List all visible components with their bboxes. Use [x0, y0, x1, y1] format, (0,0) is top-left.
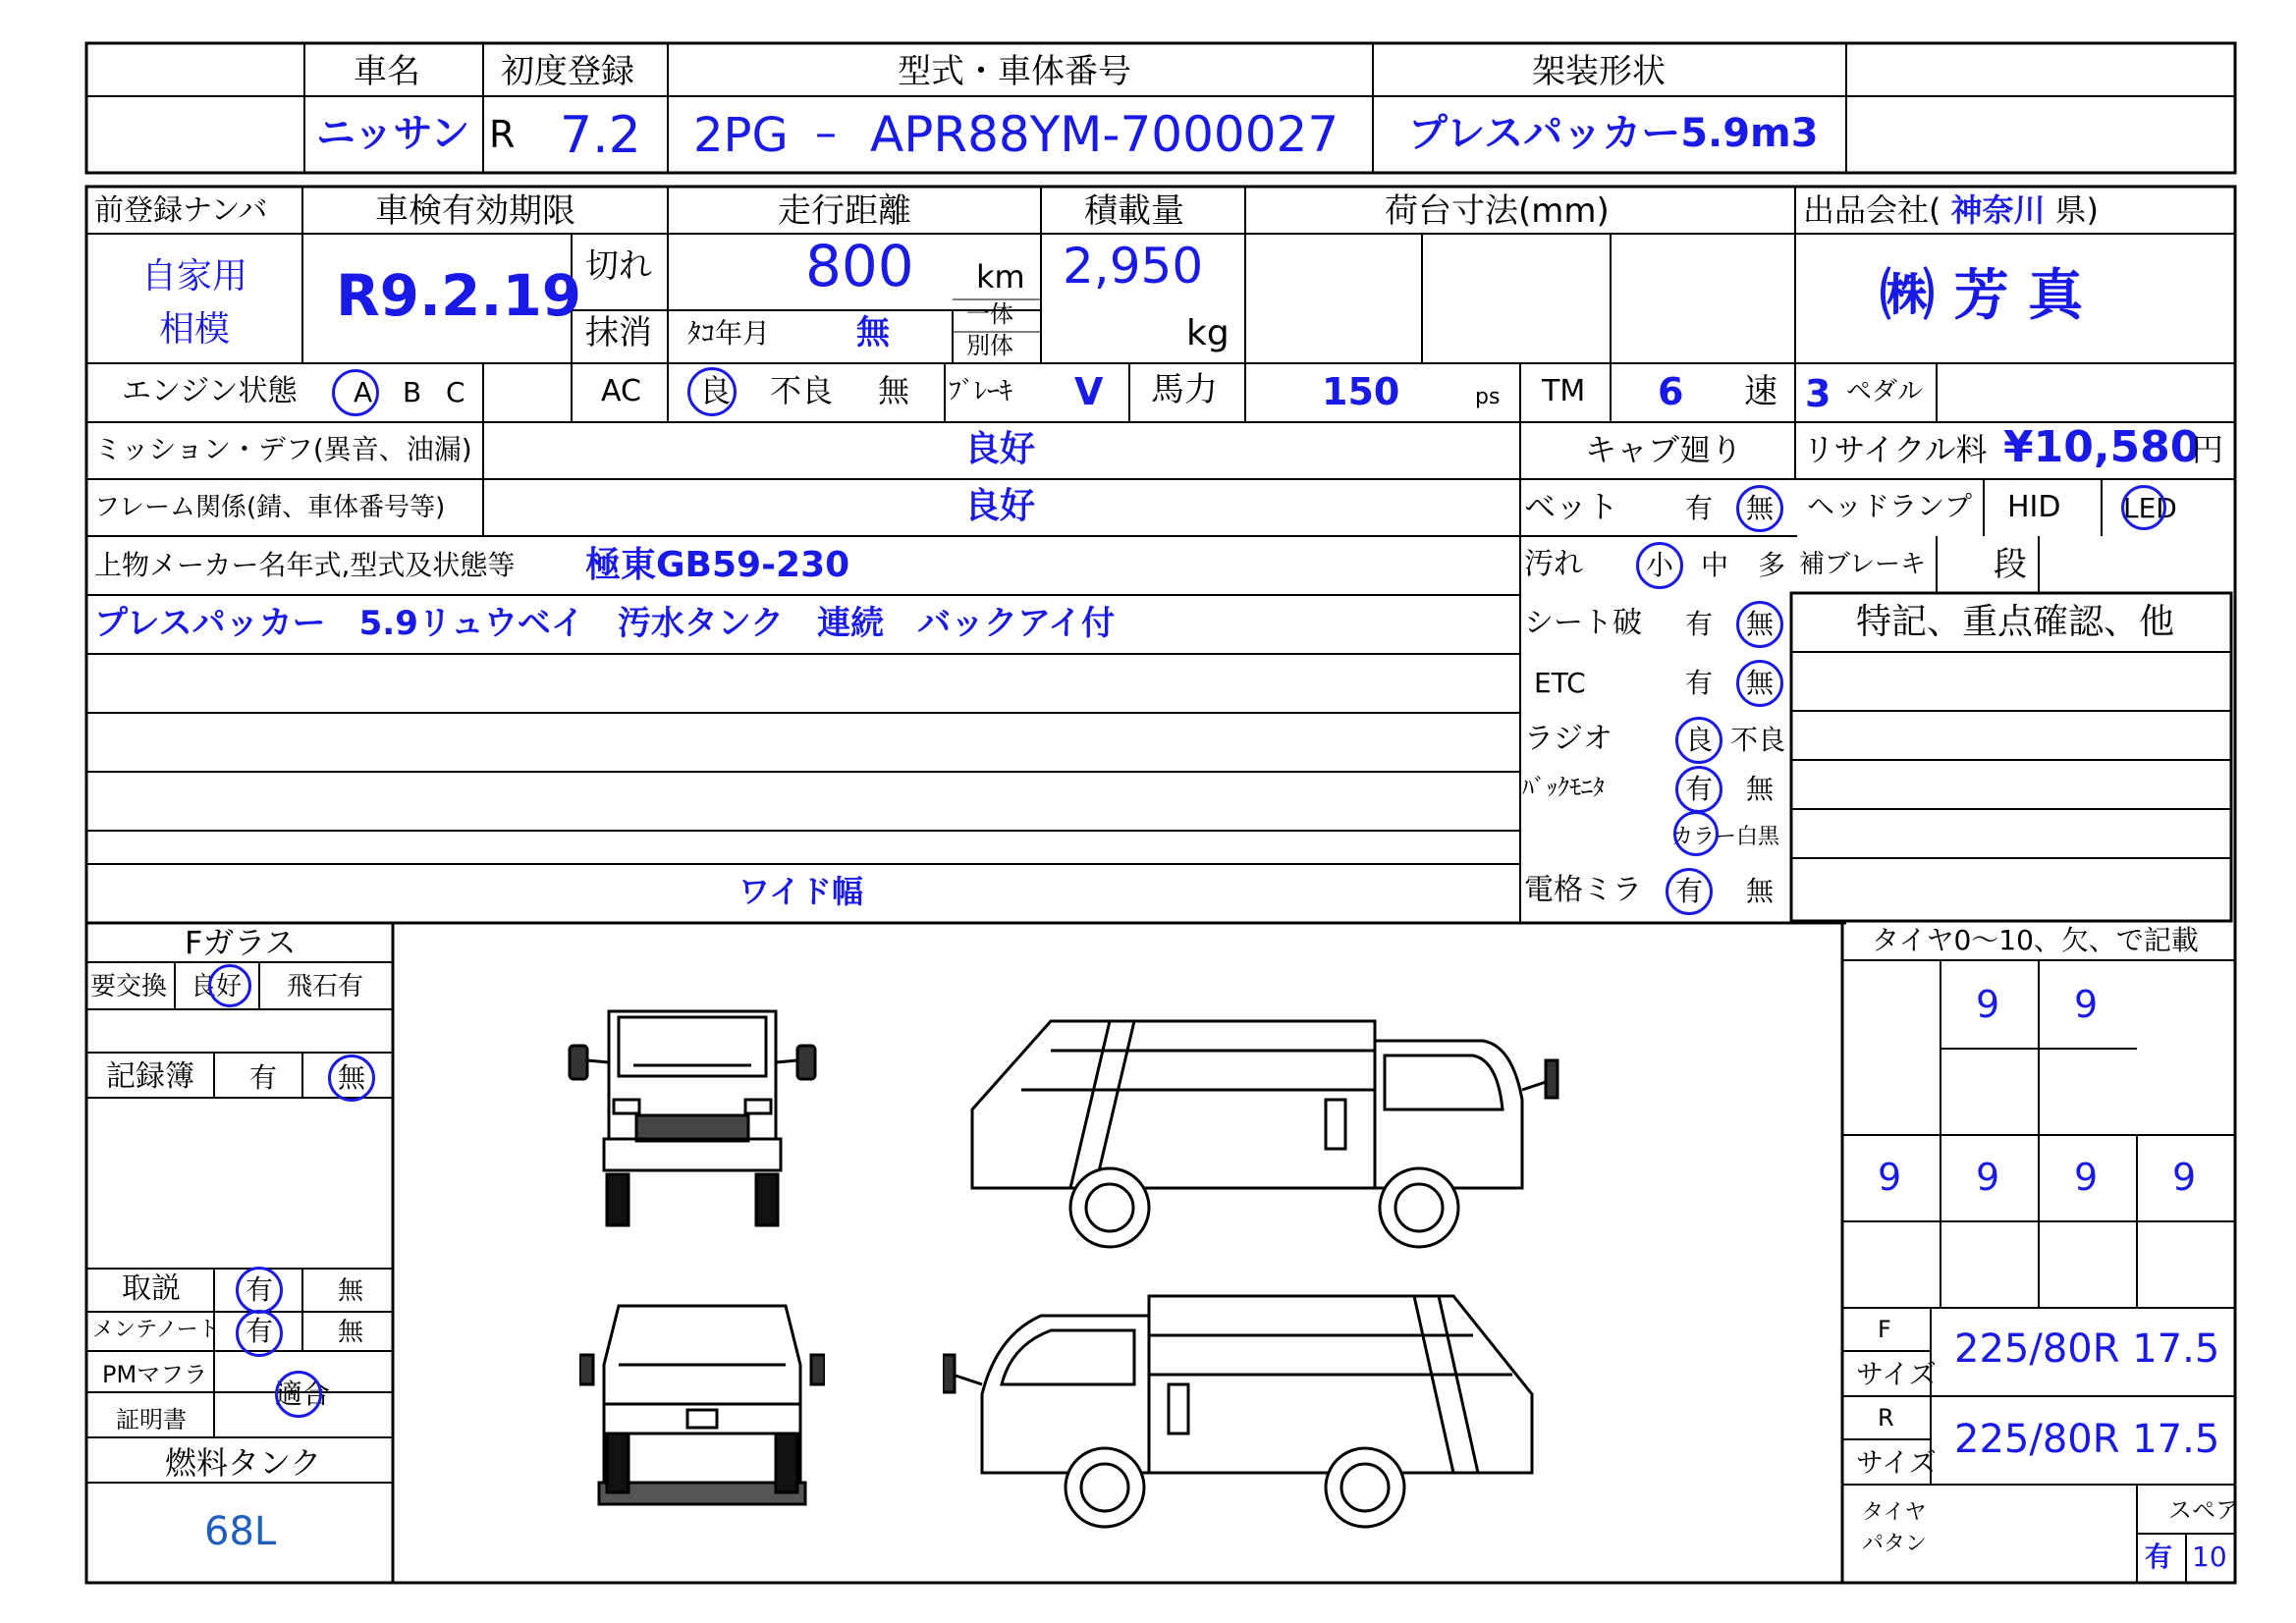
headlamp-label: ヘッドランプ	[1807, 490, 1973, 522]
cab-bed-yes: 有	[1685, 492, 1714, 524]
truck-front-view	[560, 992, 825, 1237]
upper-maker-value: 極東GB59-230	[585, 545, 850, 585]
ac-good: 良	[699, 372, 732, 409]
cab-radio-label: ラジオ	[1524, 722, 1613, 756]
pedal-label: ペダル	[1846, 377, 1924, 406]
cab-radio-bad: 不良	[1730, 724, 1786, 756]
cab-radio-good: 良	[1685, 724, 1714, 756]
cab-backmon-yes-circle	[1675, 766, 1722, 813]
body-header: 架装形状	[1532, 52, 1666, 91]
fuel-value: 68L	[204, 1509, 277, 1554]
fuel-label: 燃料タンク	[165, 1444, 322, 1482]
tire-front-right: 9	[2074, 983, 2099, 1026]
manual-no: 無	[338, 1276, 364, 1306]
record-no: 無	[338, 1061, 366, 1094]
seller-name: ㈱ 芳 真	[1880, 264, 2083, 328]
manual-yes: 有	[246, 1273, 274, 1306]
tacho-value: 無	[856, 313, 890, 352]
seller-label	[1803, 191, 2100, 229]
plate-use: 自家用	[141, 256, 248, 297]
cab-bed-label: ベット	[1524, 488, 1619, 525]
ac-label: AC	[601, 374, 641, 408]
model-header: 型式・車体番号	[898, 52, 1131, 91]
kg-unit: kg	[1186, 313, 1230, 353]
cab-mirror-label: 電格ミラ	[1524, 873, 1642, 907]
frame-label: フレーム関係(錆、車体番号等)	[94, 493, 446, 522]
remark-line-2: ワイド幅	[738, 873, 864, 910]
aux-brake-value: 段	[1994, 545, 2027, 584]
cab-seat-label: シート破	[1524, 606, 1642, 640]
cab-color-circle	[1673, 811, 1719, 856]
cab-seat-no: 無	[1746, 608, 1775, 640]
record-yes: 有	[249, 1061, 278, 1094]
first-reg-header: 初度登録	[501, 52, 634, 91]
model-code: APR88YM-7000027	[870, 106, 1339, 163]
tire-r-label: R	[1878, 1404, 1894, 1432]
brake-value: V	[1074, 370, 1104, 413]
recycle-label: リサイクル料	[1803, 431, 1988, 468]
headlamp-led: LED	[2123, 492, 2177, 524]
separate-label: 別体	[966, 332, 1013, 359]
cab-dirt-small: 小	[1646, 549, 1674, 581]
tire-rear-1: 9	[1878, 1156, 1902, 1199]
expired-label: 切れ	[585, 246, 652, 286]
cab-color: カラー	[1671, 825, 1737, 849]
body-type: プレスパッカー5.9m3	[1408, 111, 1819, 156]
manual-label: 取説	[122, 1271, 181, 1306]
spare-label: スペア	[2168, 1496, 2239, 1524]
cab-mirror-no: 無	[1746, 875, 1775, 907]
maint-yes: 有	[246, 1315, 274, 1347]
first-reg-value: 7.2	[560, 106, 641, 165]
glass-chip: 飛石有	[287, 972, 364, 1001]
bed-size-label: 荷台寸法(mm)	[1385, 191, 1610, 231]
cab-seat-no-circle	[1736, 601, 1783, 648]
engine-label: エンジン状態	[122, 374, 298, 408]
cab-etc-no-circle	[1736, 660, 1783, 707]
cab-bed-no: 無	[1746, 492, 1775, 524]
engine-grade-circle	[332, 369, 379, 416]
model-prefix: 2PG	[693, 108, 789, 163]
recycle-value: ¥10,580	[2003, 422, 2201, 472]
maint-label: メンテノート	[92, 1318, 220, 1342]
load-label: 積載量	[1084, 191, 1184, 231]
recycle-unit: 円	[2192, 431, 2224, 468]
pm-value-circle	[275, 1371, 322, 1418]
seller-label-suffix: 県)	[2054, 191, 2100, 229]
tire-front-size: 225/80R 17.5	[1954, 1326, 2220, 1372]
tm-unit: 速	[1744, 372, 1777, 411]
cab-backmon-label: ﾊﾞｯｸﾓﾆﾀ	[1522, 774, 1605, 801]
load-value: 2,950	[1063, 238, 1204, 295]
tire-f-label: F	[1878, 1316, 1891, 1343]
seller-prefecture: 神奈川	[1950, 191, 2046, 229]
tire-rear-size: 225/80R 17.5	[1954, 1417, 2220, 1462]
tm-label: TM	[1542, 374, 1586, 408]
headlamp-hid: HID	[2007, 490, 2061, 524]
cab-bw: 白黒	[1736, 825, 1780, 849]
manual-yes-circle	[236, 1267, 283, 1314]
tire-pattern-label-1: タイヤ	[1862, 1500, 1927, 1525]
pm-label: PMマフラ	[102, 1361, 208, 1388]
tm-value: 6	[1658, 370, 1684, 413]
hp-label: 馬力	[1151, 370, 1218, 409]
cab-mirror-yes: 有	[1675, 875, 1704, 907]
glass-label: Fガラス	[185, 924, 297, 961]
cab-seat-yes: 有	[1685, 608, 1714, 640]
cab-radio-good-circle	[1675, 717, 1722, 764]
model-dash: –	[815, 108, 837, 158]
mileage-value: 800	[805, 233, 914, 299]
brake-label: ﾌﾞﾚｰｷ	[949, 377, 1013, 406]
ac-good-circle	[687, 367, 737, 416]
remark-line-1: プレスパッカー 5.9リュウベイ 汚水タンク 連続 バックアイ付	[94, 604, 1116, 643]
tire-rear-3: 9	[2074, 1156, 2099, 1199]
headlamp-led-circle	[2121, 485, 2166, 530]
truck-rear-view	[579, 1286, 825, 1532]
hp-unit: ps	[1475, 385, 1501, 409]
plate-area: 相模	[159, 309, 231, 350]
cab-etc-no: 無	[1746, 667, 1775, 699]
ac-none: 無	[878, 372, 910, 409]
one-piece-label: 一体	[966, 300, 1013, 328]
tire-front-left: 9	[1976, 983, 2000, 1026]
cab-title: キャブ廻り	[1585, 431, 1743, 468]
glass-good: 良好	[191, 972, 243, 1001]
hp-value: 150	[1322, 370, 1400, 413]
inspection-label: 車検有効期限	[375, 191, 575, 231]
cab-backmon-no: 無	[1746, 773, 1775, 805]
seller-label-prefix: 出品会社(	[1803, 191, 1941, 229]
maint-yes-circle	[236, 1310, 283, 1357]
pedal-value: 3	[1805, 372, 1831, 415]
upper-maker-label: 上物メーカー名年式,型式及状態等	[94, 549, 516, 581]
cab-mirror-yes-circle	[1666, 868, 1713, 915]
engine-grade-a: A	[354, 376, 373, 408]
cab-dirt-large: 多	[1758, 549, 1786, 581]
tire-rear-4: 9	[2172, 1156, 2197, 1199]
mission-value: 良好	[964, 429, 1036, 469]
truck-left-side-view	[962, 992, 1571, 1257]
cab-backmon-yes: 有	[1685, 773, 1714, 805]
spare-yes: 有	[2145, 1541, 2173, 1573]
car-name-header: 車名	[354, 52, 420, 91]
tacho-label: ﾀｺ年月	[687, 317, 771, 350]
engine-grade-b: B	[403, 376, 422, 408]
pm-value: 適合	[275, 1378, 331, 1410]
tire-rear-2: 9	[1976, 1156, 2000, 1199]
maint-no: 無	[338, 1318, 364, 1347]
cab-dirt-small-circle	[1636, 542, 1683, 589]
era-letter: R	[489, 113, 516, 156]
mileage-label: 走行距離	[778, 191, 911, 231]
truck-right-side-view	[943, 1276, 1571, 1532]
car-name: ニッサン	[316, 111, 470, 156]
aux-brake-label: 補ブレーキ	[1799, 550, 1926, 579]
notes-title: 特記、重点確認、他	[1856, 602, 2175, 642]
glass-good-circle	[208, 964, 251, 1007]
glass-replace: 要交換	[90, 972, 168, 1001]
spare-value: 10	[2192, 1541, 2227, 1573]
frame-value: 良好	[964, 486, 1036, 526]
cab-dirt-medium: 中	[1701, 549, 1729, 581]
cab-dirt-label: 汚れ	[1524, 547, 1583, 581]
tire-title: タイヤ0〜10、欠、で記載	[1872, 924, 2199, 956]
engine-grade-c: C	[446, 376, 465, 408]
record-label: 記録簿	[106, 1059, 194, 1094]
record-no-circle	[328, 1055, 375, 1102]
mission-label: ミッション・デフ(異音、油漏)	[94, 433, 472, 465]
tire-pattern-label-2: パタン	[1862, 1532, 1928, 1556]
cab-bed-no-circle	[1736, 485, 1783, 532]
cancelled-label: 抹消	[585, 313, 652, 352]
cab-etc-yes: 有	[1685, 667, 1714, 699]
inspection-date: R9.2.19	[336, 262, 582, 329]
cert-label: 証明書	[116, 1406, 187, 1434]
prev-plate-label: 前登録ナンバ	[94, 193, 268, 228]
tire-r-size-label: サイズ	[1856, 1446, 1937, 1479]
ac-bad: 不良	[770, 372, 834, 409]
km-unit: km	[976, 258, 1025, 296]
tire-f-size-label: サイズ	[1856, 1358, 1937, 1390]
cab-etc-label: ETC	[1534, 667, 1586, 699]
